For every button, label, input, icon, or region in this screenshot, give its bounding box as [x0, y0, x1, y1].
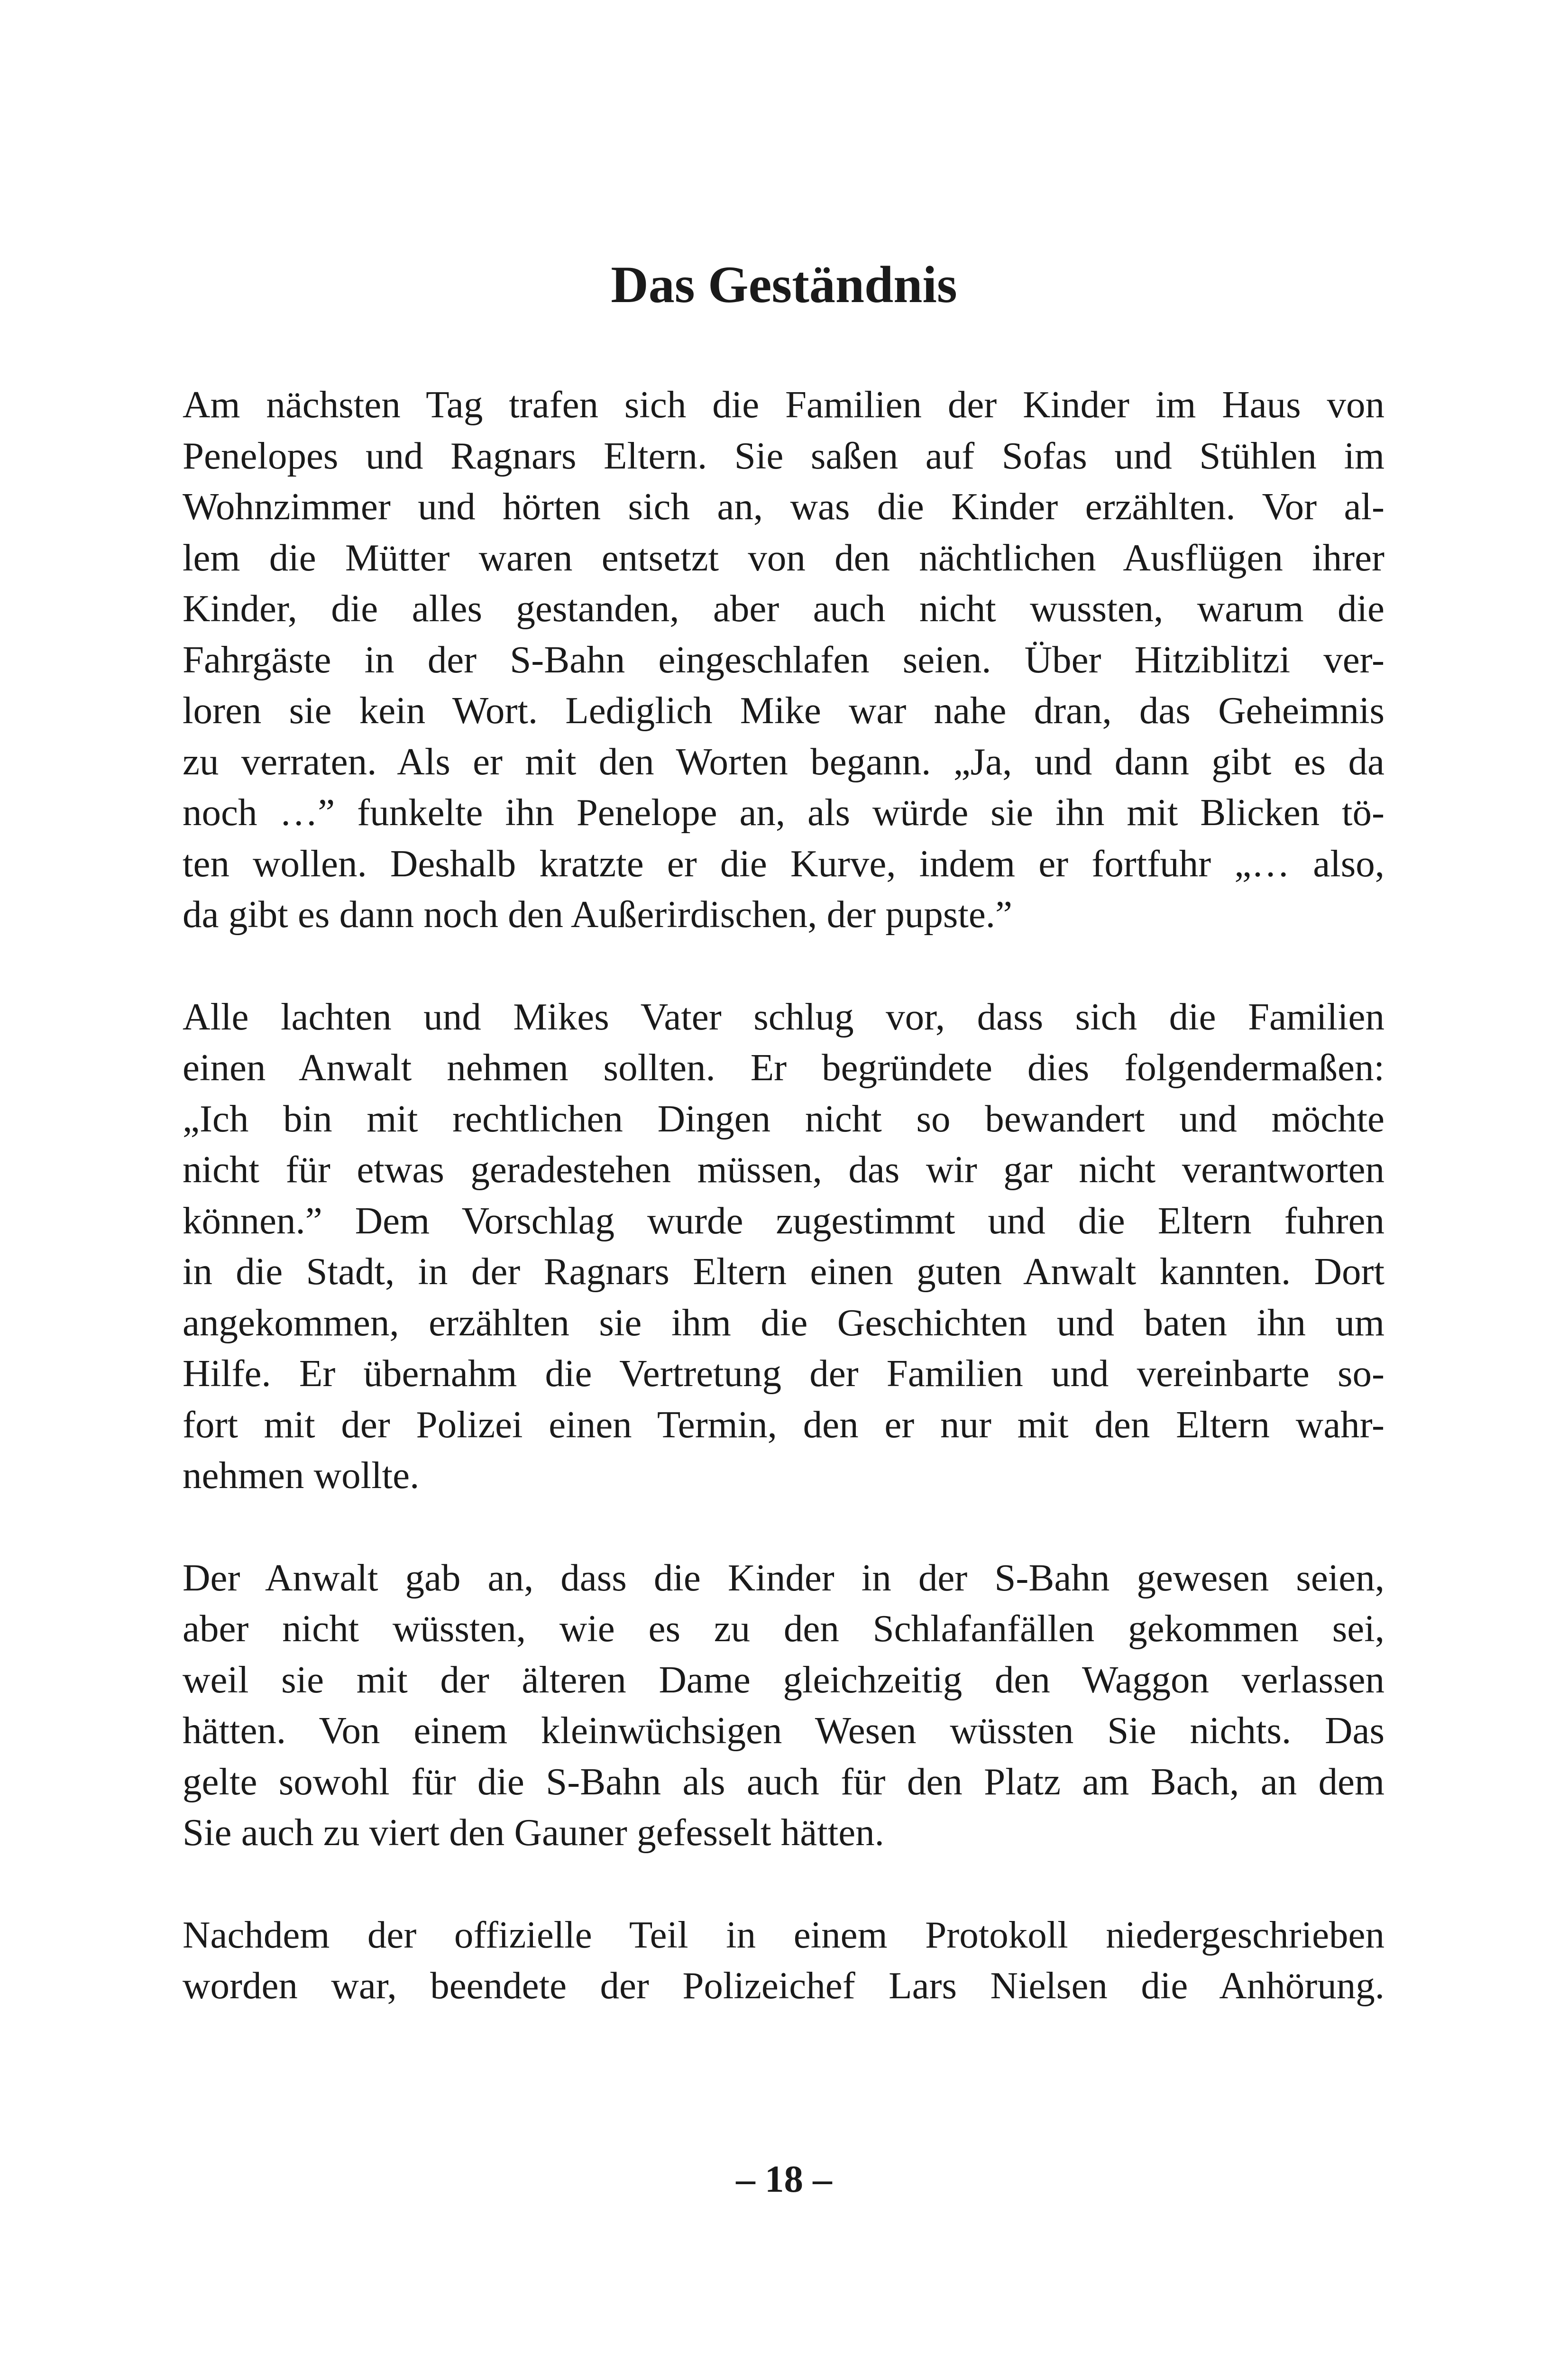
text-line: Der Anwalt gab an, dass die Kinder in der S-Bahn gewesen seien,: [183, 1556, 1385, 1599]
text-line: loren sie kein Wort. Lediglich Mike war nahe dran, das Geheimnis: [183, 689, 1385, 732]
text-line: zu verraten. Als er mit den Worten begann. „Ja, und dann gibt es da: [183, 740, 1385, 783]
paragraph-2: [183, 992, 1385, 1501]
text-line: angekommen, erzählten sie ihm die Geschichten und baten ihn um: [183, 1301, 1385, 1344]
text-line: „Ich bin mit rechtlichen Dingen nicht so bewandert und möchte: [183, 1097, 1385, 1140]
text-line: Penelopes und Ragnars Eltern. Sie saßen auf Sofas und Stühlen im: [183, 434, 1385, 477]
text-line: Wohnzimmer und hörten sich an, was die Kinder erzählten. Vor al-: [183, 485, 1385, 528]
page-number: – 18 –: [736, 2158, 832, 2200]
text-line: einen Anwalt nehmen sollten. Er begründete dies folgendermaßen:: [183, 1046, 1385, 1089]
text-line: noch …” funkelte ihn Penelope an, als würde sie ihn mit Blicken tö-: [183, 791, 1385, 834]
paragraph-3: [183, 1553, 1385, 1858]
text-line: Alle lachten und Mikes Vater schlug vor, dass sich die Familien: [183, 995, 1385, 1038]
text-line: Kinder, die alles gestanden, aber auch nicht wussten, warum die: [183, 587, 1385, 630]
text-line: in die Stadt, in der Ragnars Eltern einen guten Anwalt kannten. Dort: [183, 1250, 1385, 1293]
text-line: hätten. Von einem kleinwüchsigen Wesen wüssten Sie nichts. Das: [183, 1709, 1385, 1752]
text-line: können.” Dem Vorschlag wurde zugestimmt und die Eltern fuhren: [183, 1199, 1385, 1242]
text-line: lem die Mütter waren entsetzt von den nächtlichen Ausflügen ihrer: [183, 536, 1385, 579]
text-line: worden war, beendete der Polizeichef Lars Nielsen die Anhörung.: [183, 1964, 1385, 2007]
chapter-body: [183, 379, 1385, 2063]
text-line: Nachdem der offizielle Teil in einem Protokoll niedergeschrieben: [183, 1913, 1385, 1956]
text-line: Fahrgäste in der S-Bahn eingeschlafen seien. Über Hitziblitzi ver-: [183, 638, 1385, 681]
text-line: weil sie mit der älteren Dame gleichzeitig den Waggon verlassen: [183, 1658, 1385, 1701]
text-line: Hilfe. Er übernahm die Vertretung der Familien und vereinbarte so-: [183, 1352, 1385, 1395]
text-line: nicht für etwas geradestehen müssen, das wir gar nicht verantworten: [183, 1148, 1385, 1191]
text-line: nehmen wollte.: [183, 1454, 420, 1497]
text-line: ten wollen. Deshalb kratzte er die Kurve, indem er fortfuhr „… also,: [183, 842, 1385, 885]
text-line: fort mit der Polizei einen Termin, den er nur mit den Eltern wahr-: [183, 1403, 1385, 1446]
text-line: gelte sowohl für die S-Bahn als auch für den Platz am Bach, an dem: [183, 1760, 1385, 1803]
paragraph-1: [183, 379, 1385, 940]
chapter-title: Das Geständnis: [611, 256, 957, 313]
text-line: Am nächsten Tag trafen sich die Familien der Kinder im Haus von: [183, 383, 1385, 426]
text-line: da gibt es dann noch den Außerirdischen, der pupste.”: [183, 893, 1013, 936]
text-line: aber nicht wüssten, wie es zu den Schlafanfällen gekommen sei,: [183, 1607, 1385, 1650]
paragraph-4: [183, 1910, 1385, 2012]
text-line: Sie auch zu viert den Gauner gefesselt hätten.: [183, 1811, 884, 1854]
